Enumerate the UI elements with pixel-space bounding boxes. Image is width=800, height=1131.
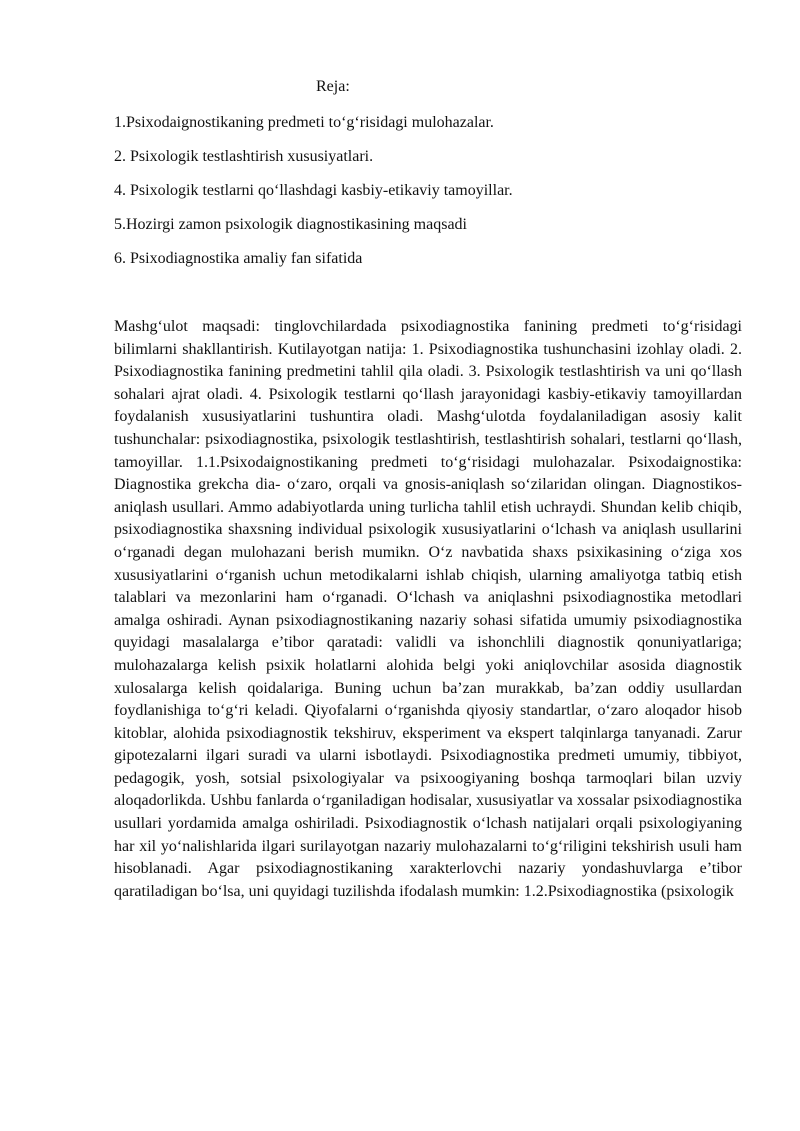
plan-list — [114, 110, 754, 280]
plan-item: 5.Hozirgi zamon psixologik diagnostikasining maqsadi — [114, 216, 467, 233]
plan-title: Reja: — [316, 78, 350, 95]
plan-item: 1.Psixodaignostikaning predmeti to‘g‘risidagi mulohazalar. — [114, 114, 494, 131]
plan-item: 6. Psixodiagnostika amaliy fan sifatida — [114, 250, 363, 267]
plan-item: 2. Psixologik testlashtirish xususiyatlari. — [114, 148, 374, 165]
plan-item: 4. Psixologik testlarni qo‘llashdagi kasbiy-etikaviy tamoyillar. — [114, 182, 513, 199]
body-paragraph: Mashg‘ulot maqsadi: tinglovchilardada psixodiagnostika fanining predmeti to‘g‘risidagi bilimlarni shakllantirish. Kutilayotgan natija: 1. Psixodiagnostika tushunchasini izohlay oladi. 2. Psixodiagnostika fanining predmetini tahlil qila oladi. 3. Psixologik testlashtirish va uni qo‘llash sohalari ajrat oladi. 4. Psixologik testlarni qo‘llash jarayonidagi kasbiy-etikaviy tamoyillardan foydalanish xususiyatlarini tushuntira oladi. Mashg‘ulotda foydalaniladigan asosiy kalit tushunchalar: psixodiagnostika, psixologik testlashtirish, testlashtirish sohalari, testlarni qo‘llash, tamoyillar. 1.1.Psixodaignostikaning predmeti to‘g‘risidagi mulohazalar. Psixodaignostika: Diagnostika grekcha dia- o‘zaro, orqali va gnosis-aniqlash so‘zilaridan olingan. Diagnostikos-aniqlash usullari. Ammo adabiyotlarda uning turlicha tahlil etish uchraydi. Shundan kelib chiqib, psixodiagnostika shaxsning individual psixologik xususiyatlarini o‘lchash va aniqlash usullarini o‘rganadi degan mulohazani berish mumikn. O‘z navbatida shaxs psixikasining o‘ziga xos xususiyatlarini o‘rganish uchun metodikalarni ishlab chiqish, ularning amaliyotga tatbiq etish talablari va mezonlarini ham o‘rganadi. O‘lchash va aniqlashni psixodiagnostika metodlari amalga oshiradi. Aynan psixodiagnostikaning nazariy sohasi sifatida umumiy psixodiagnostika quyidagi masalalarga e’tibor qaratadi: validli va ishonchlili diagnostik qonuniyatlariga; mulohazalarga kelish psixik holatlarni alohida belgi yoki aniqlovchilar asosida diagnostik xulosalarga kelish qoidalariga. Buning uchun ba’zan murakkab, ba’zan oddiy usullardan foydlanishiga to‘g‘ri keladi. Qiyofalarni o‘rganishda qiyosiy standartlar, o‘zaro aloqador hisob kitoblar, alohida psixodiagnostik tekshiruv, eksperiment va ekspert talqinlarga tanyanadi. Zarur gipotezalarni ilgari suradi va ularni isbotlaydi. Psixodiagnostika predmeti umumiy, tibbiyot, pedagogik, yosh, sotsial psixologiyalar va psixoogiyaning boshqa tarmoqlari bilan uzviy aloqadorlikda. Ushbu fanlarda o‘rganiladigan hodisalar, xususiyatlar va xossalar psixodiagnostika usullari yordamida amalga oshiriladi. Psixodiagnostik o‘lchash natijalari orqali psixologiyaning har xil yo‘nalishlarida ilgari surilayotgan nazariy mulohazalarni to‘g‘riligini tekshirish usuli ham hisoblanadi. Agar psixodiagnostikaning xarakterlovchi nazariy yondashuvlarga e’tibor qaratiladigan bo‘lsa, uni quyidagi tuzilishda ifodalash mumkin: 1.2.Psixodiagnostika (psixologik — [114, 318, 742, 900]
